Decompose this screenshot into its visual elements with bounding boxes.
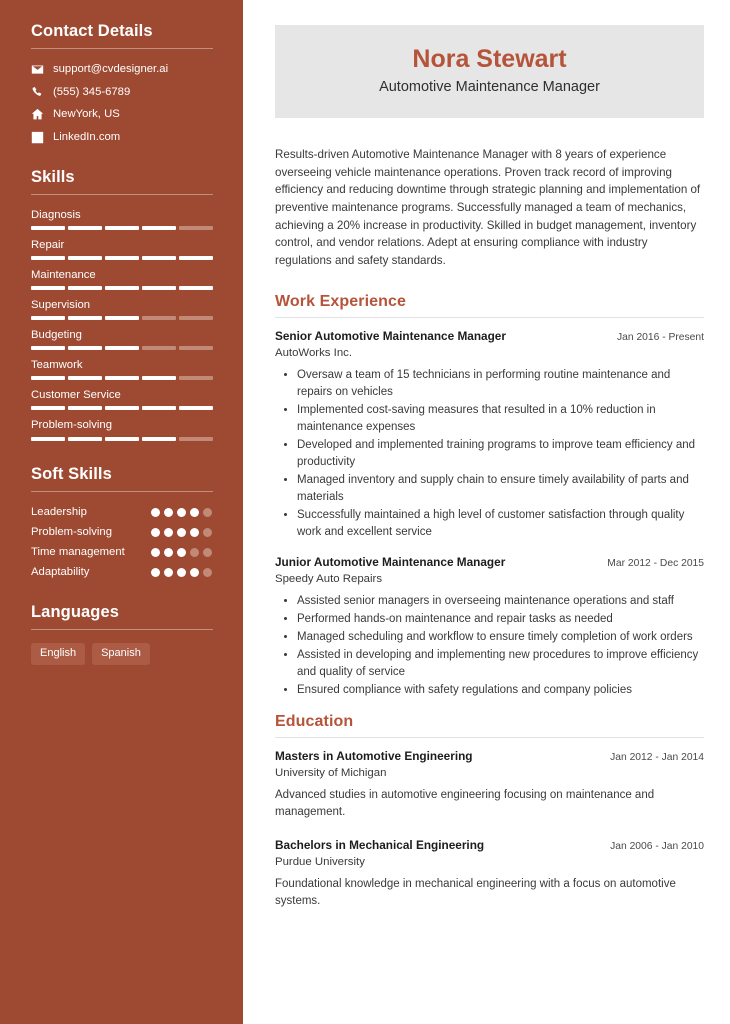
degree-title: Masters in Automotive Engineering [275,749,473,764]
rating-dot [190,508,199,517]
soft-skill-item [31,505,213,520]
contact-item-text: (555) 345-6789 [53,85,131,98]
skill-bar-segment [105,286,139,290]
job-bullet: • Implemented cost-saving measures that resulted in a 10% reduction in maintenance expenses [297,402,704,436]
degree-date-range: Jan 2006 - Jan 2010 [610,841,704,853]
work-experience-divider [275,317,704,318]
skill-bar-segment [179,286,213,290]
skill-level-bar [31,316,213,320]
job-bullet: • Assisted in developing and implementing new procedures to improve efficiency and quality of service [297,647,704,681]
education-heading: Education [275,713,354,731]
skill-level-bar [31,346,213,350]
job-bullet: • Successfully maintained a high level of customer satisfaction through quality work and excellent service [297,507,704,541]
soft-skills-section [31,465,213,581]
skill-bar-segment [179,346,213,350]
rating-dot [151,568,160,577]
contact-details-heading: Contact Details [31,22,153,40]
skill-bar-segment [179,406,213,410]
skill-bar-segment [68,406,102,410]
skill-bar-segment [105,376,139,380]
skill-label: Budgeting [31,329,82,342]
degree-title: Bachelors in Mechanical Engineering [275,838,485,853]
languages-tag-list [31,643,213,665]
soft-skill-label: Time management [31,546,125,559]
job-bullet: • Developed and implemented training programs to improve team efficiency and productivity [297,437,704,471]
job-bullet-list [275,593,704,699]
contact-item[interactable] [31,130,213,145]
contact-item-text: support@cvdesigner.ai [53,63,169,75]
skill-item [31,418,213,440]
name-banner [275,25,704,118]
skill-bar-segment [68,286,102,290]
skill-level-bar [31,437,213,441]
skill-bar-segment [179,226,213,230]
envelope-icon [31,63,44,76]
education-entry [275,749,704,821]
skill-item [31,388,213,410]
skills-divider [31,194,213,195]
phone-icon [31,86,44,99]
skill-bar-segment [142,376,176,380]
skill-item [31,268,213,290]
rating-dot [203,528,212,537]
skill-bar-segment [31,346,65,350]
skill-bar-segment [105,346,139,350]
skill-bar-segment [179,376,213,380]
skill-level-bar [31,286,213,290]
skill-bar-segment [68,226,102,230]
sidebar [0,0,243,1024]
degree-description: Advanced studies in automotive engineering focusing on maintenance and management. [275,788,655,819]
skill-bar-segment [68,256,102,260]
soft-skills-list [31,505,213,581]
skill-item [31,208,213,230]
skill-item [31,238,213,260]
rating-dot [164,508,173,517]
soft-skills-divider [31,491,213,492]
rating-dot [177,568,186,577]
skill-label: Supervision [31,299,91,312]
skill-item [31,358,213,380]
skill-bar-segment [179,256,213,260]
job-date-range: Jan 2016 - Present [616,332,704,344]
languages-heading: Languages [31,602,120,621]
contact-item-text: NewYork, US [53,108,120,121]
rating-dot [203,568,212,577]
job-bullet-list [275,367,704,541]
rating-dot [164,548,173,557]
skill-bar-segment [142,286,176,290]
skill-bar-segment [105,316,139,320]
entry-header [275,749,704,764]
rating-dot [190,568,199,577]
skill-label: Diagnosis [31,208,81,221]
entry-header [275,329,704,344]
education-divider [275,737,704,738]
job-date-range: Mar 2012 - Dec 2015 [607,558,704,570]
contact-item[interactable] [31,62,213,77]
language-tag[interactable]: English [31,643,85,665]
institution-name: University of Michigan [275,766,387,779]
job-title: Junior Automotive Maintenance Manager [275,555,506,570]
skill-bar-segment [105,256,139,260]
skill-bar-segment [142,226,176,230]
rating-dot [177,528,186,537]
degree-description: Foundational knowledge in mechanical engineering with a focus on automotive systems. [275,878,676,908]
skill-bar-segment [142,256,176,260]
soft-skill-rating-dots [151,565,213,577]
skills-heading: Skills [31,167,75,186]
rating-dot [190,528,199,537]
work-experience-entry [275,329,704,541]
soft-skills-heading: Soft Skills [31,464,112,483]
skill-label: Maintenance [31,268,96,281]
work-experience-section [275,293,704,699]
skill-bar-segment [31,226,65,230]
job-bullet: • Managed scheduling and workflow to ensure timely completion of work orders [297,629,704,646]
skill-bar-segment [68,437,102,441]
skill-label: Repair [31,238,65,251]
entry-header [275,555,704,570]
skill-bar-segment [179,316,213,320]
job-bullet: • Performed hands-on maintenance and repair tasks as needed [297,611,704,628]
skill-bar-segment [31,376,65,380]
languages-divider [31,629,213,630]
skill-bar-segment [68,376,102,380]
soft-skill-item [31,545,213,560]
skills-list [31,208,213,441]
rating-dot [190,548,199,557]
main-content [243,0,730,1024]
employer-name: Speedy Auto Repairs [275,572,383,585]
linkedin-icon [31,131,44,144]
degree-date-range: Jan 2012 - Jan 2014 [610,752,704,764]
skill-bar-segment [142,437,176,441]
job-bullet: • Managed inventory and supply chain to ensure timely availability of parts and materials [297,472,704,506]
rating-dot [164,568,173,577]
skill-bar-segment [179,437,213,441]
skill-bar-segment [31,437,65,441]
professional-summary: Results-driven Automotive Maintenance Manager with 8 years of experience overseeing vehicle maintenance operations. Proven track record of improving efficiency and reducing downtime through strategic planning and implementation of preventive maintenance programs. Successfully managed a team of mechanics, achieving a 20% increase in productivity. Skilled in budget management, inventory control, and vendor relations. Adept at ensuring compliance with industry regulations and safety standards. [275,148,701,267]
rating-dot [203,508,212,517]
institution-name: Purdue University [275,855,365,868]
skill-item [31,298,213,320]
home-icon [31,108,44,121]
skill-bar-segment [105,437,139,441]
contact-divider [31,48,213,49]
skill-bar-segment [31,406,65,410]
contact-list [31,62,213,145]
contact-details-section [31,22,213,145]
soft-skill-rating-dots [151,545,213,557]
skill-item [31,328,213,350]
skill-bar-segment [31,316,65,320]
soft-skill-item [31,565,213,580]
education-list [275,749,704,911]
skill-level-bar [31,376,213,380]
candidate-name: Nora Stewart [412,45,567,73]
soft-skill-label: Problem-solving [31,525,112,538]
skill-label: Customer Service [31,389,121,402]
rating-dot [177,548,186,557]
soft-skill-rating-dots [151,505,213,517]
contact-item-text: LinkedIn.com [53,131,121,144]
job-bullet: • Oversaw a team of 15 technicians in performing routine maintenance and repairs on vehicles [297,367,704,401]
languages-section [31,603,213,665]
skills-section [31,168,213,441]
skill-bar-segment [105,226,139,230]
soft-skill-item [31,525,213,540]
rating-dot [203,548,212,557]
skill-level-bar [31,256,213,260]
skill-bar-segment [142,346,176,350]
education-section [275,713,704,911]
skill-bar-segment [31,256,65,260]
work-experience-list [275,329,704,699]
work-experience-entry [275,555,704,699]
rating-dot [177,508,186,517]
entry-header [275,838,704,853]
skill-bar-segment [142,406,176,410]
skill-bar-segment [142,316,176,320]
skill-label: Problem-solving [31,419,112,432]
soft-skill-rating-dots [151,525,213,537]
job-bullet: • Ensured compliance with safety regulations and company policies [297,682,704,699]
job-title: Senior Automotive Maintenance Manager [275,329,506,344]
work-experience-heading: Work Experience [275,293,407,311]
skill-bar-segment [105,406,139,410]
contact-item[interactable] [31,85,213,100]
rating-dot [151,508,160,517]
skill-bar-segment [68,316,102,320]
job-bullet: • Assisted senior managers in overseeing maintenance operations and staff [297,593,704,610]
soft-skill-label: Leadership [31,505,87,518]
skill-label: Teamwork [31,359,83,372]
soft-skill-label: Adaptability [31,566,90,579]
rating-dot [151,528,160,537]
employer-name: AutoWorks Inc. [275,346,353,359]
language-tag[interactable]: Spanish [92,643,150,665]
skill-level-bar [31,406,213,410]
skill-bar-segment [68,346,102,350]
rating-dot [164,528,173,537]
education-entry [275,838,704,910]
contact-item[interactable] [31,107,213,122]
candidate-job-title: Automotive Maintenance Manager [379,78,600,95]
rating-dot [151,548,160,557]
skill-bar-segment [31,286,65,290]
skill-level-bar [31,226,213,230]
